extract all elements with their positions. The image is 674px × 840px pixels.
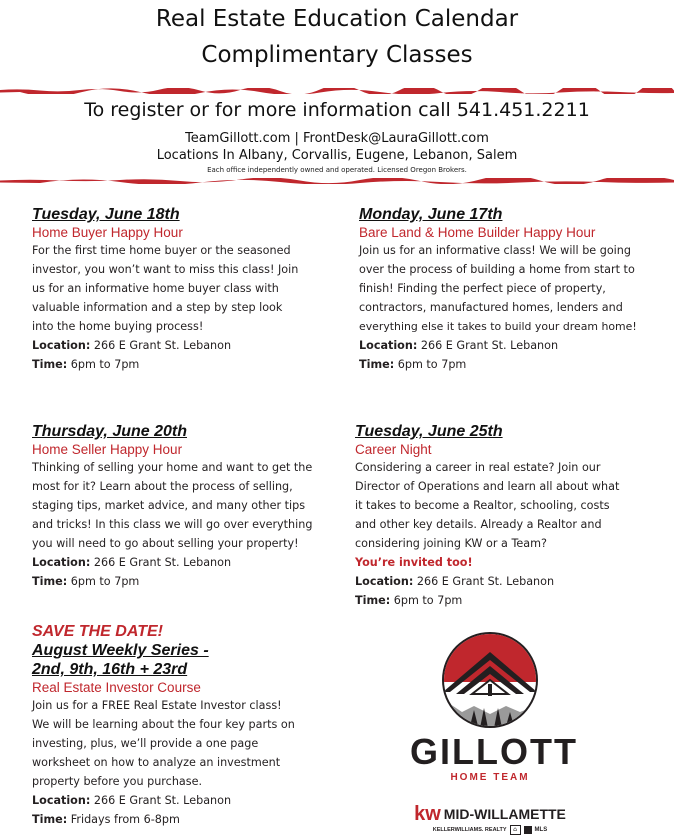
time-value: 6pm to 7pm	[70, 575, 140, 588]
class-description-line: and tricks! In this class we will go over everything	[32, 518, 313, 531]
class-description-line: everything else it takes to build your dream home!	[359, 320, 637, 333]
class-title: Real Estate Investor Course	[32, 680, 201, 695]
class-description-line: into the home buying process!	[32, 320, 204, 333]
class-time	[355, 591, 665, 610]
class-location	[32, 791, 352, 810]
class-time	[359, 355, 671, 374]
class-description-line: it takes to become a Realtor, schooling, costs	[355, 499, 610, 512]
location-label: Location:	[32, 556, 91, 569]
class-description-line: Join us for an informative class! We will be going	[359, 244, 631, 257]
class-date: Monday, June 17th	[359, 206, 503, 223]
class-date: Thursday, June 20th	[32, 423, 187, 440]
class-title: Home Buyer Happy Hour	[32, 225, 183, 240]
kw-realty-text: KELLERWILLIAMS. REALTY	[432, 827, 507, 833]
class-description-line: valuable information and a step by step look	[32, 301, 283, 314]
page-title-line-2: Complimentary Classes	[201, 42, 473, 68]
disclaimer: Each office independently owned and operated. Licensed Oregon Brokers.	[207, 166, 467, 174]
location-label: Location:	[32, 339, 91, 352]
class-description-line: staging tips, market advice, and many other tips	[32, 499, 306, 512]
class-title: Bare Land & Home Builder Happy Hour	[359, 225, 596, 240]
class-location	[32, 553, 344, 572]
class-description-line: finish! Finding the perfect piece of property,	[359, 282, 606, 295]
time-label: Time:	[32, 813, 68, 826]
page-title-line-1: Real Estate Education Calendar	[155, 6, 519, 32]
class-description-line: most for it? Learn about the process of selling,	[32, 480, 293, 493]
class-description-line: investing, plus, we’ll provide a one page	[32, 737, 259, 750]
time-value: 6pm to 7pm	[397, 358, 467, 371]
equal-housing-icon: ⌂	[510, 825, 521, 835]
class-description-line: and other key details. Already a Realtor and	[355, 518, 602, 531]
time-label: Time:	[32, 575, 68, 588]
save-the-date-heading: SAVE THE DATE!	[32, 623, 163, 640]
brokerage-name: MID-WILLAMETTE	[443, 806, 566, 822]
time-value: 6pm to 7pm	[393, 594, 463, 607]
class-description-line: Considering a career in real estate? Join our	[355, 461, 601, 474]
locations-line: Locations In Albany, Corvallis, Eugene, Lebanon, Salem	[156, 148, 518, 163]
kw-brand	[410, 804, 570, 824]
class-description-line: For the first time home buyer or the seasoned	[32, 244, 291, 257]
class-description-line: We will be learning about the four key parts on	[32, 718, 295, 731]
logo-name: GILLOTT	[410, 731, 578, 772]
time-value: Fridays from 6-8pm	[70, 813, 180, 826]
house-emblem-icon	[410, 630, 570, 730]
class-card-home-seller	[32, 422, 344, 591]
location-label: Location:	[355, 575, 414, 588]
class-description-line: over the process of building a home from start to	[359, 263, 635, 276]
class-description-line: you will need to go about selling your property!	[32, 537, 299, 550]
mls-text: MLS	[534, 827, 548, 833]
phone-line: To register or for more information call 541.451.2211	[84, 99, 590, 121]
location-value: 266 E Grant St. Lebanon	[416, 575, 555, 588]
class-date: Tuesday, June 18th	[32, 206, 180, 223]
class-time	[32, 572, 344, 591]
location-value: 266 E Grant St. Lebanon	[93, 794, 232, 807]
class-location	[359, 336, 671, 355]
location-label: Location:	[359, 339, 418, 352]
class-description-line: us for an informative home buyer class with	[32, 282, 279, 295]
class-location	[32, 336, 342, 355]
class-description-line: worksheet on how to analyze an investment	[32, 756, 281, 769]
class-card-career-night	[355, 422, 665, 610]
logo-subtitle: HOME TEAM	[450, 772, 530, 783]
series-line-1: August Weekly Series -	[32, 642, 209, 659]
realtor-icon	[524, 826, 532, 834]
location-value: 266 E Grant St. Lebanon	[93, 339, 232, 352]
class-description-line: contractors, manufactured homes, lenders and	[359, 301, 623, 314]
top-divider	[0, 88, 674, 92]
class-description-line: Director of Operations and learn all about what	[355, 480, 620, 493]
class-description-line: Thinking of selling your home and want to get the	[32, 461, 313, 474]
class-description-line: property before you purchase.	[32, 775, 203, 788]
bottom-divider	[0, 178, 674, 182]
series-line-2: 2nd, 9th, 16th + 23rd	[32, 661, 188, 678]
class-highlight: You’re invited too!	[355, 556, 473, 569]
class-location	[355, 572, 665, 591]
location-value: 266 E Grant St. Lebanon	[420, 339, 559, 352]
class-time	[32, 355, 342, 374]
location-value: 266 E Grant St. Lebanon	[93, 556, 232, 569]
class-card-bare-land	[359, 205, 671, 374]
class-description-line: considering joining KW or a Team?	[355, 537, 547, 550]
kw-realty-row	[410, 825, 570, 835]
save-the-date-section	[32, 622, 352, 829]
class-description-line: Join us for a FREE Real Estate Investor class!	[32, 699, 282, 712]
time-label: Time:	[355, 594, 391, 607]
kw-mark: kw	[414, 803, 441, 825]
class-time	[32, 810, 352, 829]
class-title: Home Seller Happy Hour	[32, 442, 183, 457]
contact-line: TeamGillott.com | FrontDesk@LauraGillott.com	[185, 131, 489, 146]
class-description-line: investor, you won’t want to miss this class! Join	[32, 263, 299, 276]
gillott-logo	[410, 630, 578, 835]
class-date: Tuesday, June 25th	[355, 423, 503, 440]
time-value: 6pm to 7pm	[70, 358, 140, 371]
location-label: Location:	[32, 794, 91, 807]
time-label: Time:	[32, 358, 68, 371]
time-label: Time:	[359, 358, 395, 371]
class-title: Career Night	[355, 442, 432, 457]
class-card-home-buyer	[32, 205, 342, 374]
